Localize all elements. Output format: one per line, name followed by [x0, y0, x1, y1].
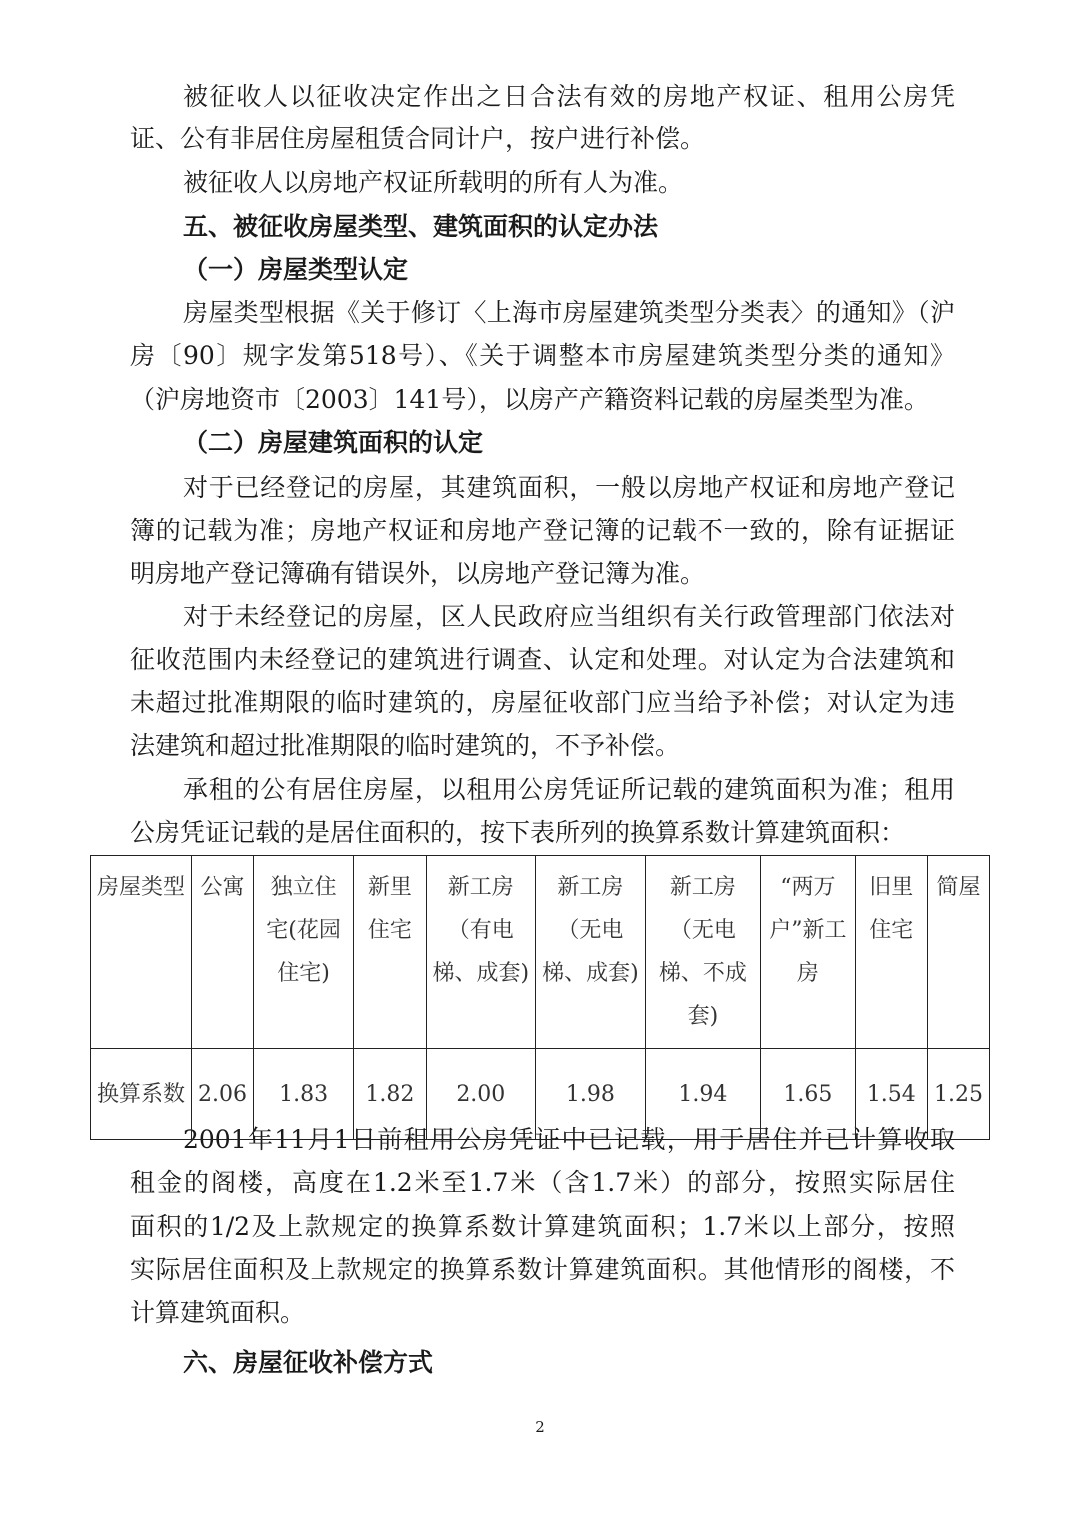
type-cell: “两万户”新工房 — [761, 856, 856, 1049]
value-cell: 1.65 — [761, 1049, 856, 1140]
paragraph-line: 证、公有非居住房屋租赁合同计户，按户进行补偿。 — [130, 124, 706, 153]
value-cell: 1.25 — [927, 1049, 989, 1140]
paragraph-line: 明房地产登记簿确有错误外，以房地产登记簿为准。 — [130, 559, 706, 588]
paragraph-line: （沪房地资市〔2003〕141号），以房产产籍资料记载的房屋类型为准。 — [130, 385, 929, 414]
section-heading: 五、被征收房屋类型、建筑面积的认定办法 — [183, 212, 659, 241]
value-label: 换算系数 — [91, 1049, 192, 1140]
conversion-table — [90, 855, 990, 1140]
paragraph-line: 房〔90〕规字发第518号）、《关于调整本市房屋建筑类型分类的通知》 — [130, 341, 955, 370]
type-cell: 新工房（无电梯、不成套) — [645, 856, 760, 1049]
type-cell: 简屋 — [927, 856, 989, 1049]
value-cell: 1.98 — [536, 1049, 646, 1140]
section-heading: 六、房屋征收补偿方式 — [183, 1348, 434, 1377]
header-label: 房屋类型 — [91, 856, 192, 1049]
paragraph-line: 对于未经登记的房屋，区人民政府应当组织有关行政管理部门依法对 — [183, 602, 955, 631]
value-cell: 2.00 — [426, 1049, 536, 1140]
paragraph-line: 被征收人以征收决定作出之日合法有效的房地产权证、租用公房凭 — [183, 82, 955, 111]
type-cell: 旧里住宅 — [855, 856, 927, 1049]
page-number: 2 — [535, 1418, 545, 1436]
paragraph-line: 对于已经登记的房屋，其建筑面积，一般以房地产权证和房地产登记 — [183, 473, 955, 502]
paragraph-line: 房屋类型根据《关于修订〈上海市房屋建筑类型分类表〉的通知》（沪 — [183, 298, 955, 327]
table-header-row — [91, 856, 990, 1049]
table-value-row — [91, 1049, 990, 1140]
paragraph-line: 承租的公有居住房屋，以租用公房凭证所记载的建筑面积为准；租用 — [183, 775, 955, 804]
paragraph-line: 实际居住面积及上款规定的换算系数计算建筑面积。其他情形的阁楼，不 — [130, 1255, 955, 1284]
paragraph-line: 簿的记载为准；房地产权证和房地产登记簿的记载不一致的，除有证据证 — [130, 516, 955, 545]
section-heading: （二）房屋建筑面积的认定 — [183, 428, 484, 457]
value-cell: 2.06 — [192, 1049, 254, 1140]
paragraph-line: 2001年11月1日前租用公房凭证中已记载，用于居住并已计算收取 — [183, 1125, 955, 1154]
section-heading: （一）房屋类型认定 — [183, 255, 409, 284]
paragraph-line: 租金的阁楼，高度在1.2米至1.7米（含1.7米）的部分，按照实际居住 — [130, 1168, 955, 1197]
paragraph-line: 公房凭证记载的是居住面积的，按下表所列的换算系数计算建筑面积： — [130, 818, 906, 847]
value-cell: 1.83 — [253, 1049, 353, 1140]
type-cell: 新里住宅 — [354, 856, 426, 1049]
value-cell: 1.94 — [645, 1049, 760, 1140]
paragraph-line: 计算建筑面积。 — [130, 1298, 306, 1327]
value-cell: 1.54 — [855, 1049, 927, 1140]
value-cell: 1.82 — [354, 1049, 426, 1140]
paragraph-line: 被征收人以房地产权证所载明的所有人为准。 — [183, 168, 684, 197]
type-cell: 公寓 — [192, 856, 254, 1049]
paragraph-line: 未超过批准期限的临时建筑的，房屋征收部门应当给予补偿；对认定为违 — [130, 688, 955, 717]
type-cell: 新工房（无电梯、成套) — [536, 856, 646, 1049]
paragraph-line: 征收范围内未经登记的建筑进行调查、认定和处理。对认定为合法建筑和 — [130, 645, 955, 674]
paragraph-line: 面积的1/2及上款规定的换算系数计算建筑面积；1.7米以上部分，按照 — [130, 1212, 955, 1241]
type-cell: 新工房（有电梯、成套) — [426, 856, 536, 1049]
paragraph-line: 法建筑和超过批准期限的临时建筑的，不予补偿。 — [130, 731, 681, 760]
type-cell: 独立住宅(花园住宅) — [253, 856, 353, 1049]
